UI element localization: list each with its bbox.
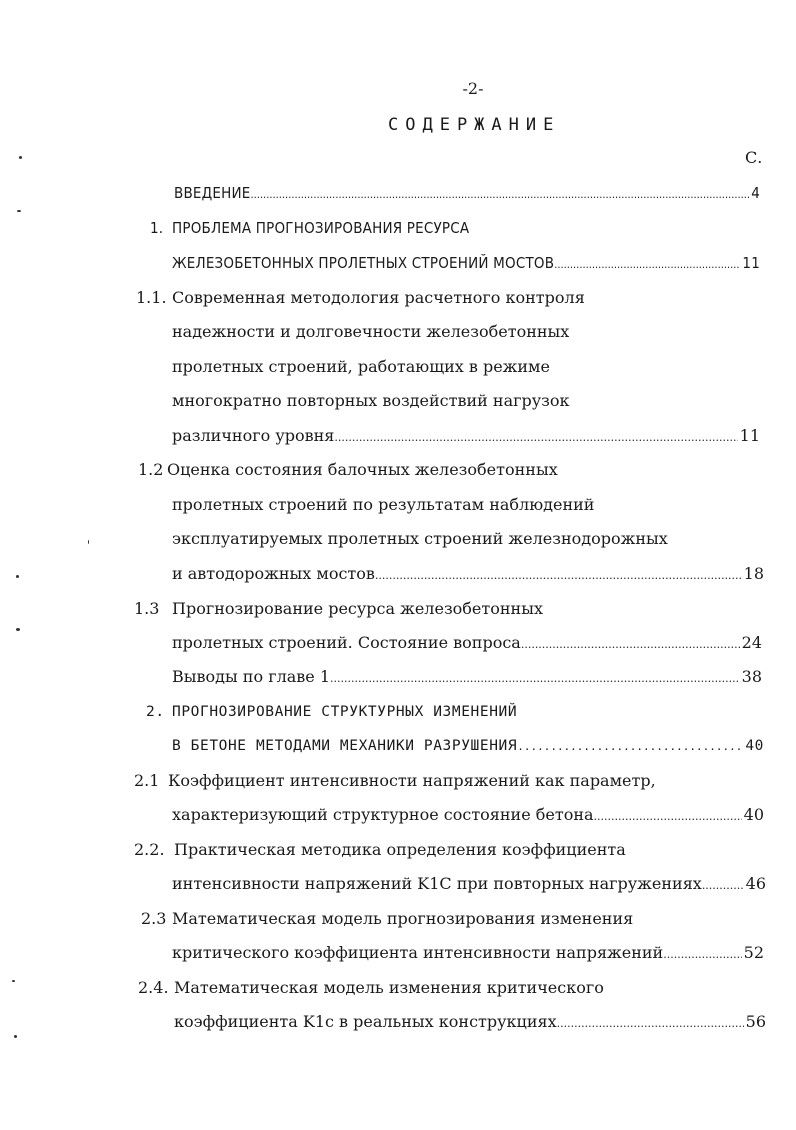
page-column-label: С. (745, 148, 763, 167)
toc-entry-line: Математическая модель изменения критического (174, 978, 604, 997)
toc-entry-section-2-4[interactable]: коэффициента K1c в реальных конструкциях ..... 56 (174, 1010, 766, 1034)
toc-entry-line: пролетных строений по результатам наблюдений (172, 495, 595, 514)
toc-entry-line: эксплуатируемых пролетных строений железнодорожных (172, 529, 668, 548)
toc-entry-conclusions-1[interactable]: Выводы по главе 1 ..... 38 (172, 665, 762, 689)
toc-entry-section-2-1[interactable]: характеризующий структурное состояние бетона ..... 40 (172, 803, 764, 827)
scan-speck (88, 540, 89, 544)
scan-speck (17, 210, 21, 212)
toc-entry-line: ПРОГНОЗИРОВАНИЕ СТРУКТУРНЫХ ИЗМЕНЕНИЙ (172, 704, 518, 720)
toc-page-number: 11 (739, 426, 760, 445)
toc-page-number: 38 (741, 667, 762, 686)
toc-page-number: 46 (745, 874, 766, 893)
scan-speck (16, 575, 19, 578)
toc-page-number: 4 (751, 184, 760, 202)
toc-entry-chapter-1[interactable]: ЖЕЛЕЗОБЕТОННЫХ ПРОЛЕТНЫХ СТРОЕНИЙ МОСТОВ ..... 11 (172, 251, 760, 275)
toc-entry-number: 2.2. (134, 840, 165, 859)
scan-speck (19, 156, 22, 159)
toc-page-number: 56 (745, 1012, 766, 1031)
scan-speck (12, 980, 15, 982)
page-number: -2- (462, 79, 484, 98)
toc-entry-number: 1.3 (134, 599, 160, 618)
toc-entry-section-2-2[interactable]: интенсивности напряжений K1C при повторных нагружениях ..... 46 (172, 872, 766, 896)
contents-heading: СОДЕРЖАНИЕ (388, 115, 561, 135)
toc-entry-line: многократно повторных воздействий нагрузок (172, 391, 570, 410)
toc-page-number: 40 (745, 738, 764, 754)
toc-entry-line: Современная методология расчетного контроля (172, 288, 585, 307)
toc-entry-line: Математическая модель прогнозирования изменения (172, 909, 634, 928)
toc-page-number: 11 (742, 254, 760, 272)
toc-entry-section-1-3[interactable]: пролетных строений. Состояние вопроса ..... 24 (172, 631, 762, 655)
toc-entry-line: Практическая методика определения коэффициента (174, 840, 626, 859)
toc-entry-line: надежности и долговечности железобетонных (172, 322, 570, 341)
toc-entry-number: 2.1 (134, 771, 160, 790)
toc-page-number: 24 (741, 633, 762, 652)
toc-entry-number: 1.1. (136, 288, 167, 307)
toc-entry-line: Коэффициент интенсивности напряжений как параметр, (168, 771, 656, 790)
toc-entry-line: Прогнозирование ресурса железобетонных (172, 599, 543, 618)
toc-entry-line: пролетных строений, работающих в режиме (172, 357, 550, 376)
toc-entry-number: 2. (146, 704, 165, 720)
toc-page-number: 40 (743, 805, 764, 824)
toc-entry-chapter-2[interactable]: В БЕТОНЕ МЕТОДАМИ МЕХАНИКИ РАЗРУШЕНИЯ ..... 40 (172, 734, 764, 758)
toc-entry-line: ПРОБЛЕМА ПРОГНОЗИРОВАНИЯ РЕСУРСА (172, 219, 470, 237)
toc-page-number: 52 (743, 943, 764, 962)
toc-entry-section-2-3[interactable]: критического коэффициента интенсивности напряжений ..... 52 (172, 941, 764, 965)
toc-entry-intro[interactable]: ВВЕДЕНИЕ ..... 4 (174, 181, 760, 205)
scan-speck (16, 628, 20, 631)
toc-entry-number: 2.4. (138, 978, 169, 997)
toc-entry-number: 1. (150, 219, 164, 237)
toc-page-number: 18 (743, 564, 764, 583)
toc-entry-line: Оценка состояния балочных железобетонных (167, 460, 558, 479)
toc-entry-number: 2.3 (141, 909, 167, 928)
toc-entry-section-1-2[interactable]: и автодорожных мостов ..... 18 (172, 562, 764, 586)
toc-entry-section-1-1[interactable]: различного уровня ..... 11 (172, 424, 760, 448)
scan-speck (14, 1035, 17, 1038)
toc-entry-number: 1.2 (138, 460, 164, 479)
